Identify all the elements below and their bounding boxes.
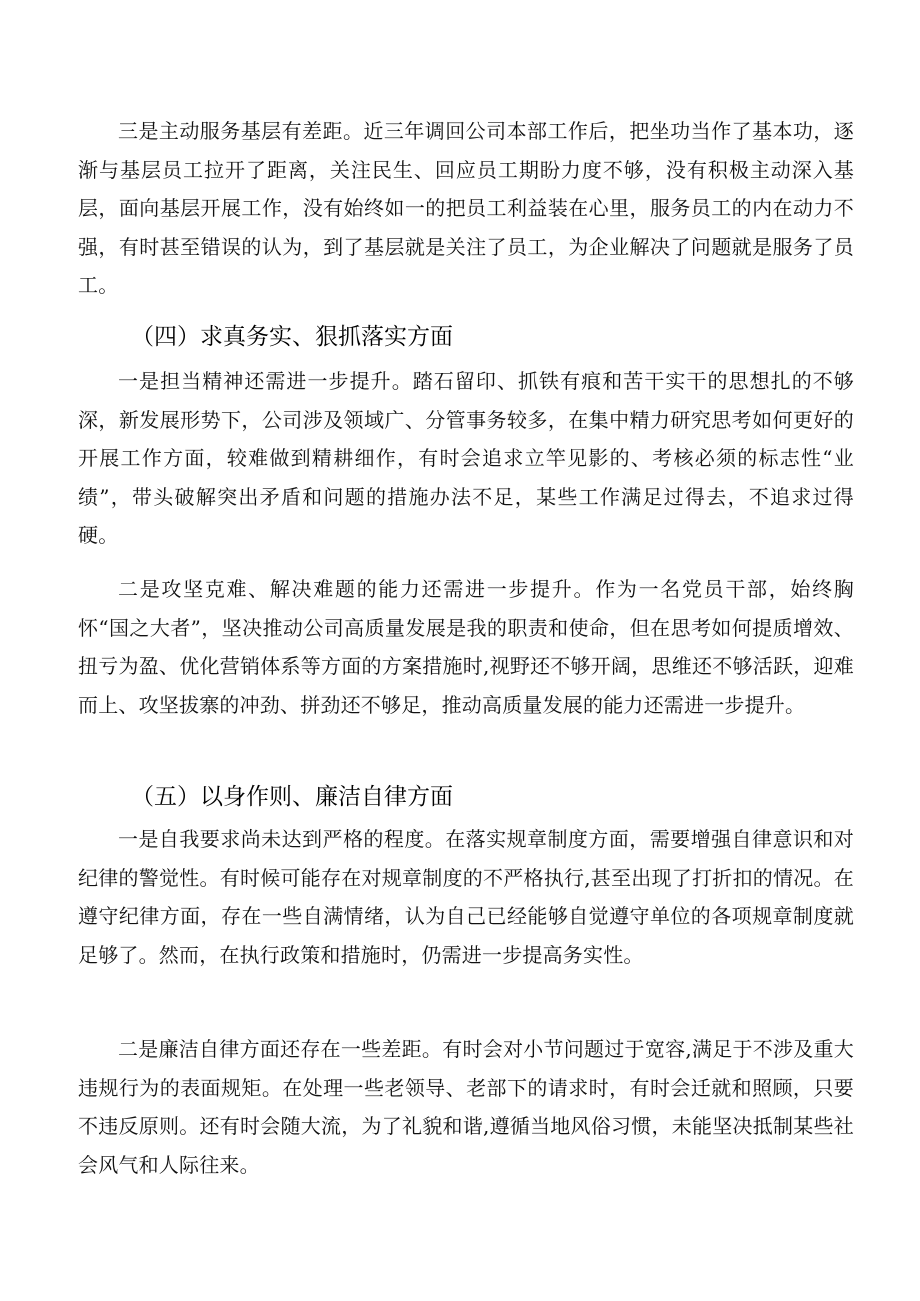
paragraph-responsibility: 一是担当精神还需进一步提升。踏石留印、抓铁有痕和苦干实干的思想扎的不够深，新发展形势下，公司涉及领域广、分管事务较多，在集中精力研究思考如何更好的开展工作方面，较难做到精耕细作，有时会追求立竿见影的、考核必须的标志性“业绩”，带头破解突出矛盾和问题的措施办法不足，某些工作满足过得去，不追求过得硬。 — [78, 369, 854, 547]
paragraph-problem-solving: 二是攻坚克难、解决难题的能力还需进一步提升。作为一名党员干部，始终胸怀“国之大者”，坚决推动公司高质量发展是我的职责和使命，但在思考如何提质增效、扭亏为盈、优化营销体系等方面的方案措施时,视野还不够开阔，思维还不够活跃，迎难而上、攻坚拔寨的冲劲、拼劲还不够足，推动高质量发展的能力还需进一步提升。 — [78, 577, 854, 717]
section-heading-five: （五）以身作则、廉洁自律方面 — [131, 784, 453, 810]
paragraph-integrity: 二是廉洁自律方面还存在一些差距。有时会对小节问题过于宽容,满足于不涉及重大违规行为的表面规矩。在处理一些老领导、老部下的请求时，有时会迁就和照顾，只要不违反原则。还有时会随大流，为了礼貌和谐,遵循当地风俗习惯，未能坚决抵制某些社会风气和人际往来。 — [78, 1037, 854, 1177]
section-heading-four: （四）求真务实、狠抓落实方面 — [131, 324, 453, 350]
paragraph-service-grassroots: 三是主动服务基层有差距。近三年调回公司本部工作后，把坐功当作了基本功，逐渐与基层员工拉开了距离，关注民生、回应员工期盼力度不够，没有积极主动深入基层，面向基层开展工作，没有始终如一的把员工利益装在心里，服务员工的内在动力不强，有时甚至错误的认为，到了基层就是关注了员工，为企业解决了问题就是服务了员工。 — [78, 119, 854, 297]
paragraph-self-discipline: 一是自我要求尚未达到严格的程度。在落实规章制度方面，需要增强自律意识和对纪律的警觉性。有时候可能存在对规章制度的不严格执行,甚至出现了打折扣的情况。在遵守纪律方面，存在一些自满情绪，认为自己已经能够自觉遵守单位的各项规章制度就足够了。然而，在执行政策和措施时，仍需进一步提高务实性。 — [78, 827, 854, 967]
